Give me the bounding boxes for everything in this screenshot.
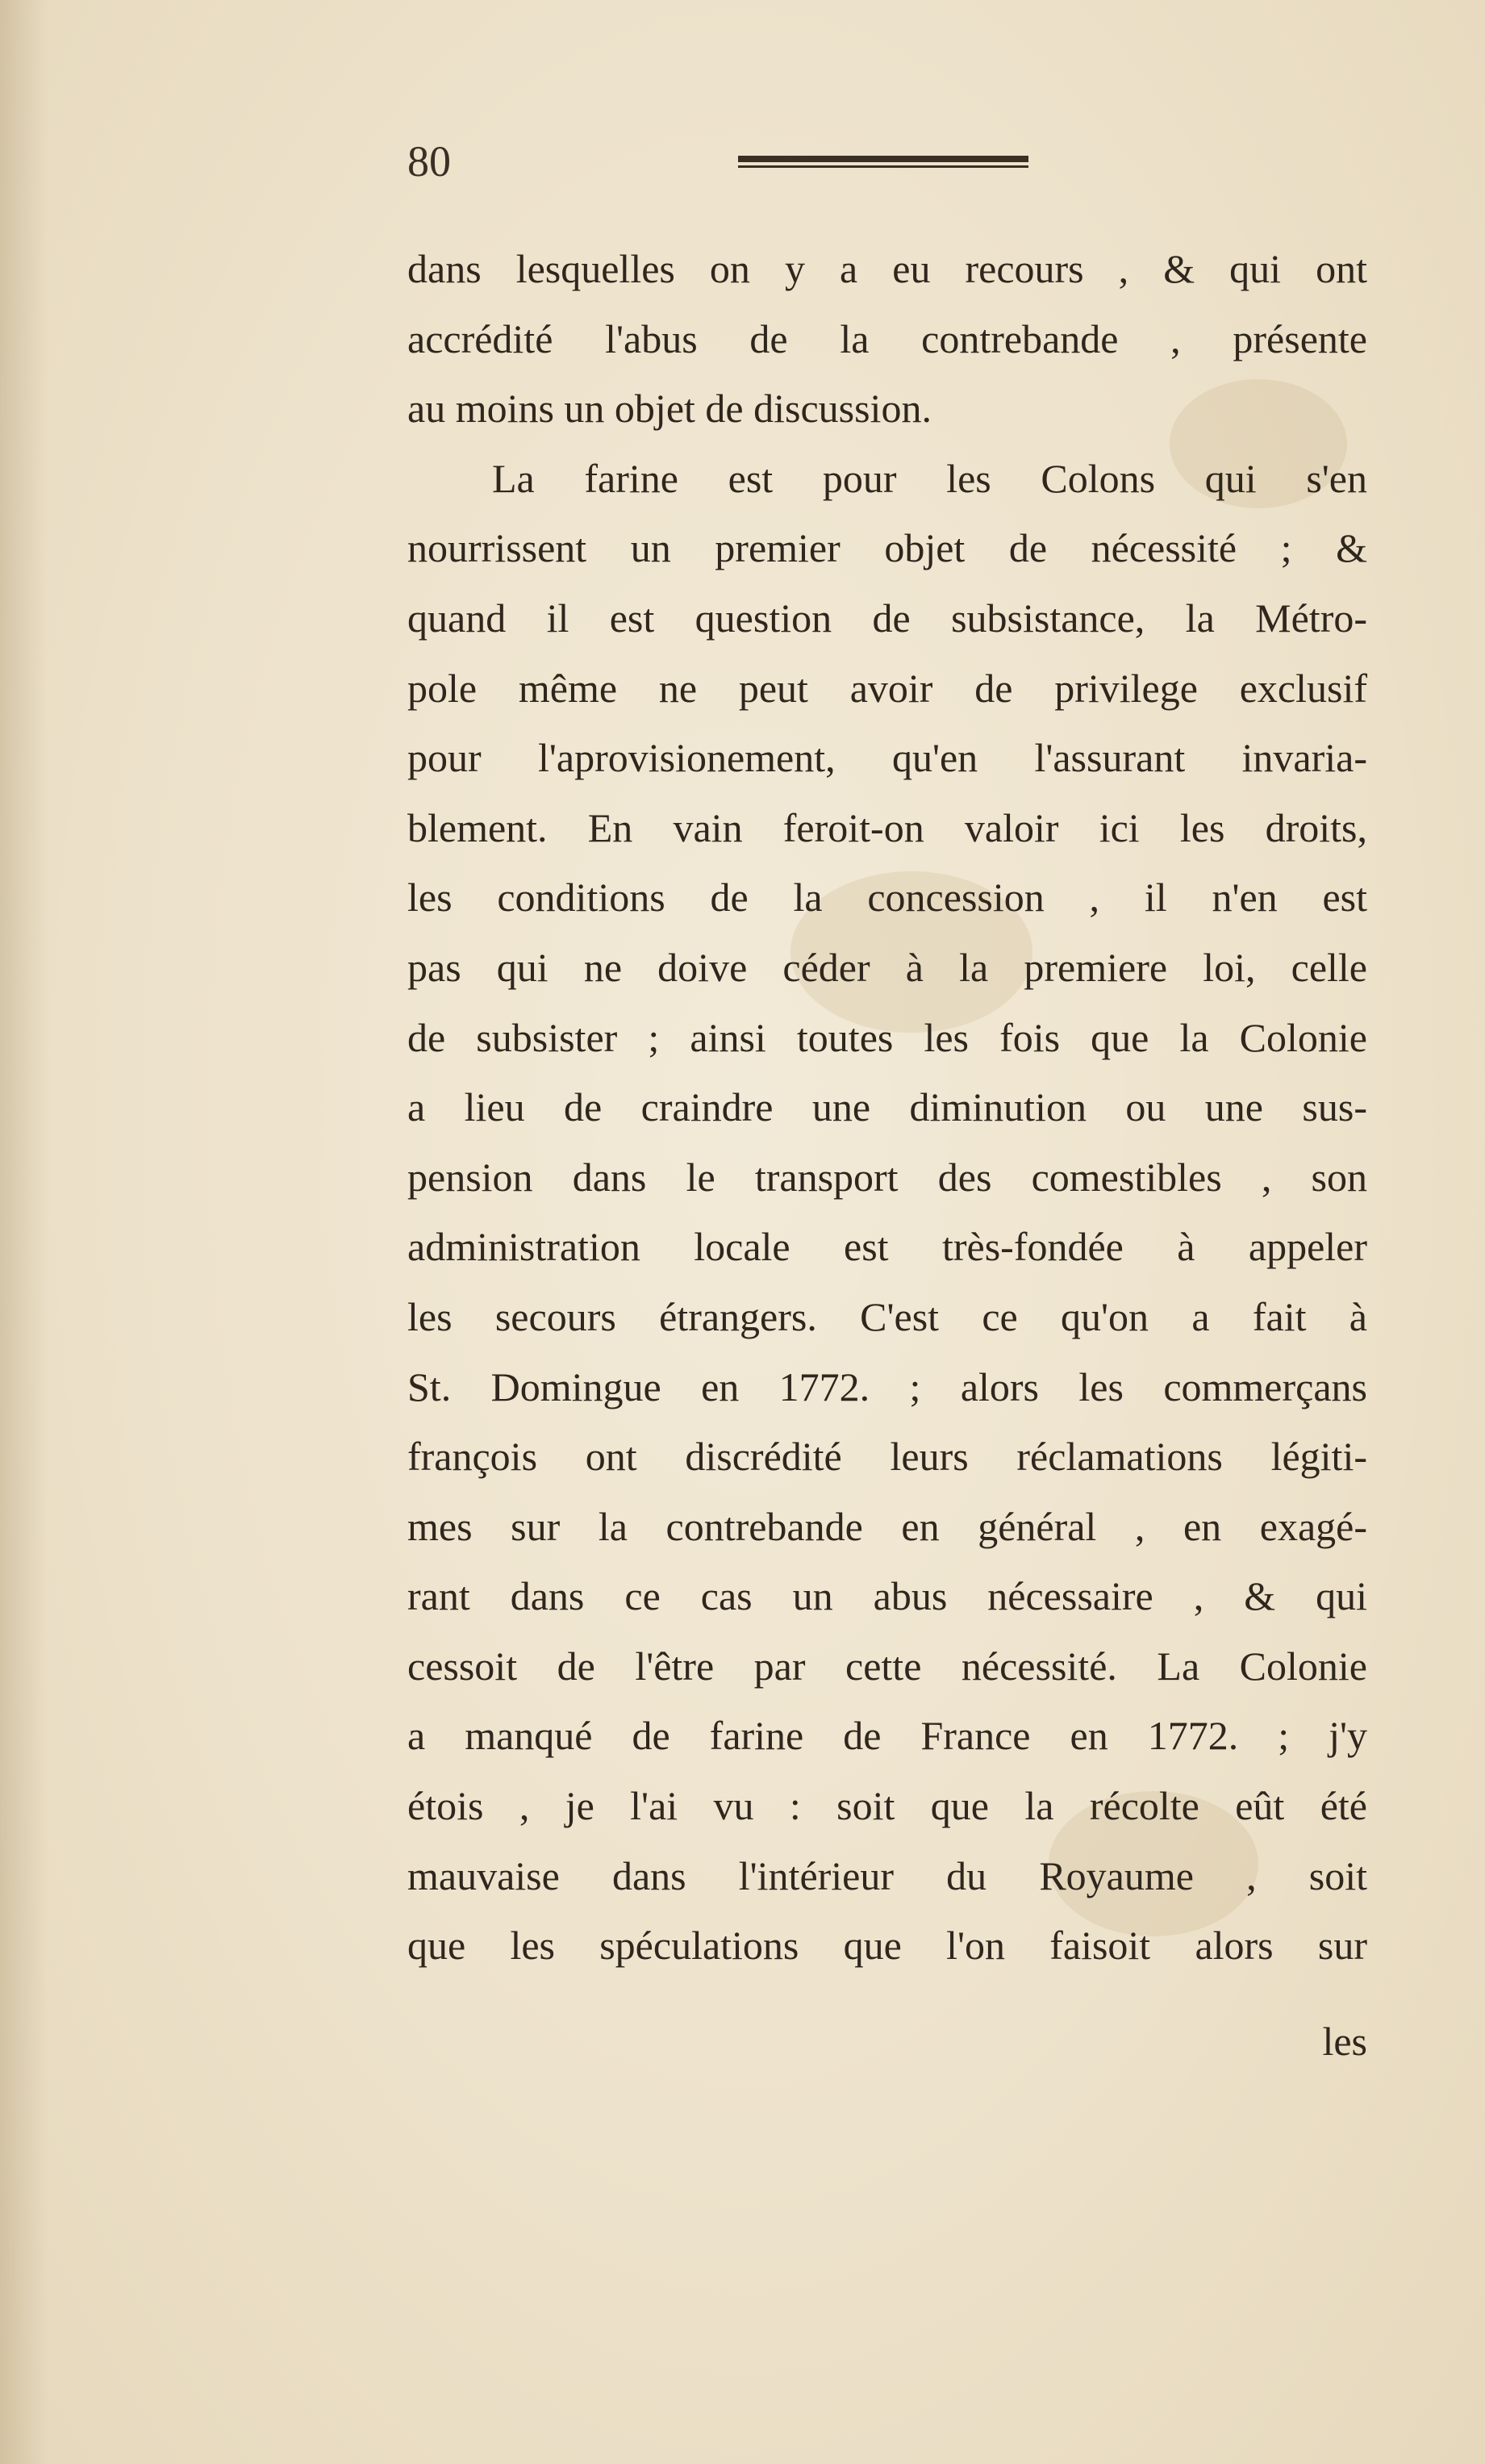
header-rule-thick bbox=[738, 156, 1028, 162]
text-line: les conditions de la concession , il n'en est bbox=[407, 875, 1367, 921]
text-line: administration locale est très-fondée à appeler bbox=[407, 1224, 1367, 1270]
text-line: mauvaise dans l'intérieur du Royaume , soit bbox=[407, 1852, 1367, 1898]
text-line: pas qui ne doive céder à la premiere loi, celle bbox=[407, 944, 1367, 990]
text-line: accrédité l'abus de la contrebande , présente bbox=[407, 315, 1367, 361]
text-line: mes sur la contrebande en général , en exagé- bbox=[407, 1503, 1367, 1549]
gutter-shadow bbox=[0, 0, 48, 2464]
text-line: que les spéculations que l'on faisoit alors sur bbox=[407, 1923, 1367, 1969]
text-line: au moins un objet de discussion. bbox=[407, 386, 932, 432]
page-number: 80 bbox=[407, 137, 451, 186]
text-line: pole même ne peut avoir de privilege exclusif bbox=[407, 665, 1367, 711]
text-line: dans lesquelles on y a eu recours , & qui ont bbox=[407, 246, 1367, 291]
text-line: La farine est pour les Colons qui s'en bbox=[492, 455, 1367, 501]
text-line: nourrissent un premier objet de nécessité ; & bbox=[407, 525, 1367, 571]
text-line: cessoit de l'être par cette nécessité. La Colonie bbox=[407, 1643, 1367, 1689]
text-line: quand il est question de subsistance, la Métro- bbox=[407, 595, 1367, 641]
text-line: pension dans le transport des comestibles , son bbox=[407, 1154, 1367, 1200]
text-line: les secours étrangers. C'est ce qu'on a fait à bbox=[407, 1293, 1367, 1339]
text-line: rant dans ce cas un abus nécessaire , & qui bbox=[407, 1573, 1367, 1619]
text-line: françois ont discrédité leurs réclamations légiti- bbox=[407, 1434, 1367, 1480]
text-line: St. Domingue en 1772. ; alors les commerçans bbox=[407, 1364, 1367, 1409]
body-text bbox=[407, 234, 1367, 1981]
text-line: étois , je l'ai vu : soit que la récolte eût été bbox=[407, 1783, 1367, 1829]
running-header bbox=[407, 133, 1020, 190]
text-line: blement. En vain feroit-on valoir ici les droits, bbox=[407, 804, 1367, 850]
text-line: pour l'aprovisionement, qu'en l'assurant invaria- bbox=[407, 735, 1367, 781]
catchword: les bbox=[1322, 2019, 1367, 2064]
text-line: de subsister ; ainsi toutes les fois que la Colonie bbox=[407, 1014, 1367, 1060]
header-rule-thin bbox=[738, 165, 1028, 168]
header-rule bbox=[738, 156, 1028, 170]
text-line: a manqué de farine de France en 1772. ; j'y bbox=[407, 1713, 1367, 1759]
text-line: a lieu de craindre une diminution ou une sus- bbox=[407, 1084, 1367, 1130]
